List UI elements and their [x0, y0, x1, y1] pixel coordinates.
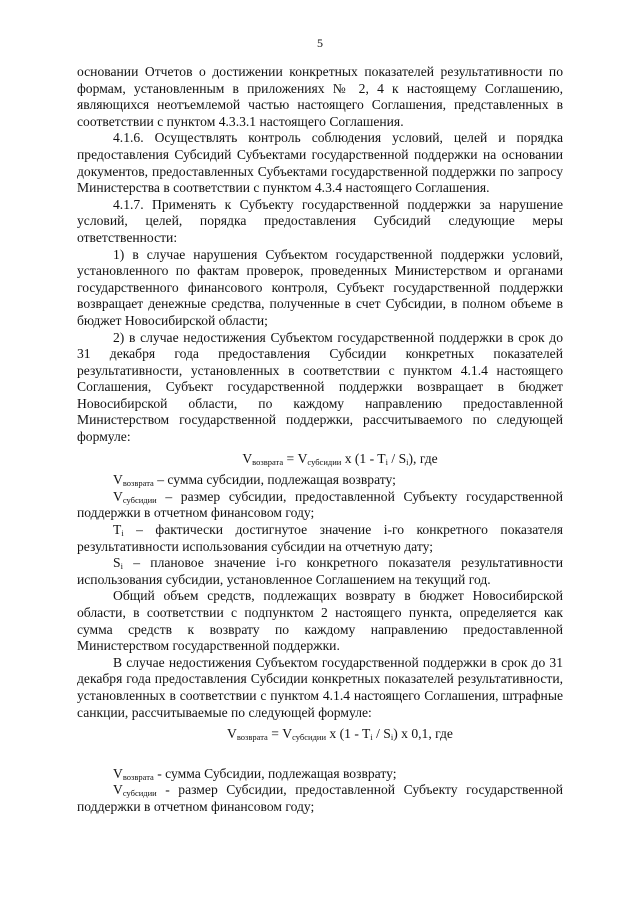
document-body — [77, 64, 563, 816]
definition-v-vozvrata-2: $V_{возврата}$ - сумма Субсидии, подлежащая возврату; — [113, 765, 397, 782]
definition-v-vozvrata: $V_{возврата}$ – сумма субсидии, подлежащая возврату; — [113, 472, 396, 489]
definition-s-i: $S_i$ – плановое значение i-го конкретного показателя результативности использования субсидии, установленное Соглашением на текущий год. — [77, 555, 563, 587]
definition-v-subsidii-2: $V_{субсидии}$ - размер Субсидии, предоставленной Субъекту государственной поддержки в отчетном финансовом году; — [77, 782, 563, 814]
spacer — [77, 748, 563, 766]
paragraph-penalties: В случае недостижения Субъектом государственной поддержки в срок до 31 декабря года предоставления Субсидии конкретных показателей результативности, установленных в соответствии с пунктом 4.1.4 настоящего Соглашения, штрафные санкции, рассчитываемые по следующей формуле: — [77, 654, 563, 720]
formula-penalty: $V_{возврата} = V_{субсидии}$ x $(1 - T_i / S_i)$ x 0,1, где — [227, 726, 453, 743]
paragraph-item-2: 2) в случае недостижения Субъектом государственной поддержки в срок до 31 декабря года предоставления Субсидии конкретных показателей результативности, установленных в соответствии с пунктом 4.1.4 настоящего Соглашения, Субъект государственной поддержки возвращает в бюджет Новосибирской области, по каждому направлению предоставленной Министерством государственной поддержки, рассчитываемого по следующей формуле: — [77, 329, 563, 445]
paragraph-4-1-7: 4.1.7. Применять к Субъекту государственной поддержки за нарушение условий, целей, порядка предоставления Субсидий следующие меры ответственности: — [77, 196, 563, 245]
definition-t-i: $T_i$ – фактически достигнутое значение i-го конкретного показателя результативности использования субсидии на отчетную дату; — [77, 522, 563, 554]
paragraph-total-volume: Общий объем средств, подлежащих возврату в бюджет Новосибирской области, в соответствии с подпунктом 2 настоящего пункта, определяется как сумма средств к возврату по каждому направлению предоставленной Министерством государственной поддержки. — [77, 588, 563, 654]
paragraph-item-1: 1) в случае нарушения Субъектом государственной поддержки условий, установленного по фактам проверок, проведенных Министерством и органами государственного финансового контроля, Субъект государственной поддержки возвращает денежные средства, полученные в счет Субсидии, в полном объеме в бюджет Новосибирской области; — [77, 246, 563, 328]
paragraph-4-1-6: 4.1.6. Осуществлять контроль соблюдения условий, целей и порядка предоставления Субсидий Субъектами государственной поддержки на основании документов, предоставленных Субъектами государственной поддержки по запросу Министерства в соответствии с пунктом 4.3.4 настоящего Соглашения. — [77, 130, 563, 196]
paragraph-continuation: основании Отчетов о достижении конкретных показателей результативности по формам, установленным в приложениях № 2, 4 к настоящему Соглашению, являющихся неотъемлемой частью настоящего Соглашения, представленных в соответствии с пунктом 4.3.3.1 настоящего Соглашения. — [77, 64, 563, 129]
definition-v-subsidii: $V_{субсидии}$ – размер субсидии, предоставленной Субъекту государственной поддержки в отчетном финансовом году; — [77, 488, 563, 521]
page-number: 5 — [317, 36, 323, 50]
formula-return: $V_{возврата} = V_{субсидии}$ x $(1 - T_i / S_i)$, где — [242, 450, 438, 467]
